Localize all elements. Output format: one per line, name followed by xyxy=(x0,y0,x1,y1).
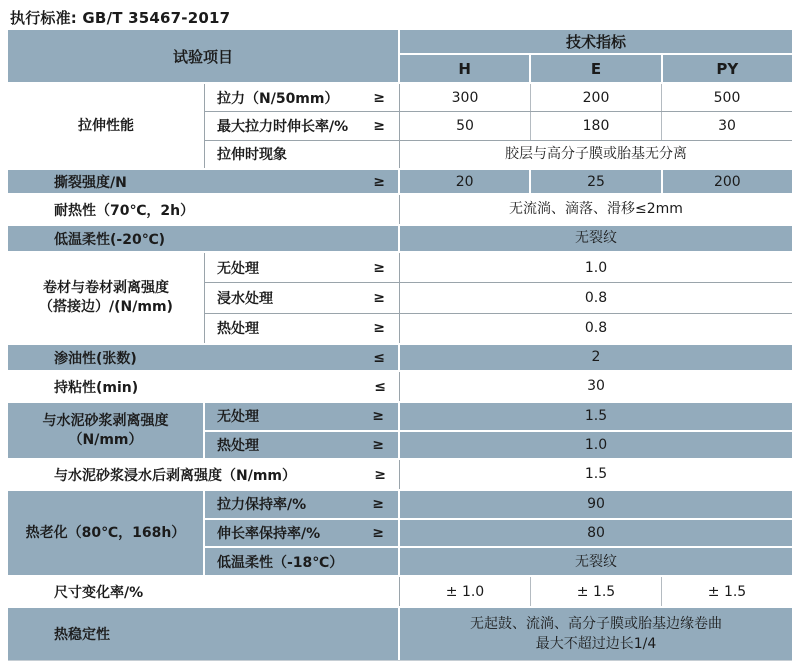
row-thermal-stability xyxy=(8,608,792,660)
row-cement-peel xyxy=(8,403,792,458)
heat-aging-subrow-low-temp xyxy=(205,546,398,575)
thermal-label: 热稳定性 xyxy=(54,627,110,643)
roll-peel-left xyxy=(8,253,400,343)
tear-values xyxy=(400,170,792,193)
gte-symbol: ≥ xyxy=(372,525,384,541)
tensile-elongation-name: 最大拉力时伸长率/% xyxy=(217,118,349,135)
cement-peel-label-line1: 与水泥砂浆剥离强度 xyxy=(42,412,169,429)
header-tech-index: 技术指标 xyxy=(400,30,792,55)
row-heat-resistance xyxy=(8,195,792,224)
heat-aging-subrow-elongation-retention xyxy=(205,518,398,547)
header-tech-index-group xyxy=(400,30,792,82)
low-temp-label-cell xyxy=(8,226,400,251)
gte-symbol: ≥ xyxy=(372,496,384,513)
value-span: 90 xyxy=(587,496,605,513)
roll-peel-label-line2: （搭接边）/(N/mm) xyxy=(39,299,173,315)
tack-values xyxy=(400,372,792,401)
cement-peel-subrow-untreated xyxy=(205,403,398,430)
heat-aging-subrows xyxy=(205,491,398,575)
value-span: 1.5 xyxy=(584,466,608,483)
oil-label: 渗油性(张数) xyxy=(54,350,137,367)
row-tensile xyxy=(8,84,792,168)
roll-peel-subrow-untreated xyxy=(205,253,399,282)
value-e: 180 xyxy=(530,112,661,139)
table-header xyxy=(8,30,792,82)
tensile-subrow-elongation xyxy=(205,111,399,139)
tensile-phenomenon-value-row xyxy=(400,140,792,168)
cement-peel-subrow-heated xyxy=(205,430,398,459)
header-test-item: 试验项目 xyxy=(8,30,400,82)
cement-peel-heated-name: 热处理 xyxy=(217,437,259,454)
value-span: 无裂纹 xyxy=(575,553,617,570)
cement-peel-wet-label-cell xyxy=(8,460,400,489)
row-low-temp-flexibility xyxy=(8,226,792,251)
tensile-subrow-force xyxy=(205,84,399,111)
row-tack-retention xyxy=(8,372,792,401)
tear-label: 撕裂强度/N xyxy=(54,174,127,191)
oil-values xyxy=(400,345,792,370)
roll-peel-label-line1: 卷材与卷材剥离强度 xyxy=(43,280,169,297)
cement-peel-subrows xyxy=(205,403,398,458)
cement-peel-untreated-name: 无处理 xyxy=(217,409,259,426)
tensile-elongation-values xyxy=(400,111,792,139)
tack-label: 持粘性(min) xyxy=(54,379,139,396)
value-span: 0.8 xyxy=(584,320,608,337)
value-py: 30 xyxy=(661,112,792,139)
roll-peel-immersed-name: 浸水处理 xyxy=(217,290,273,307)
row-roll-peel xyxy=(8,253,792,343)
oil-label-cell xyxy=(8,345,400,370)
tensile-left xyxy=(8,84,400,168)
lte-symbol: ≤ xyxy=(374,378,386,395)
cement-peel-values xyxy=(400,403,792,458)
value-e: 25 xyxy=(529,170,660,193)
heat-aging-force-retention-name: 拉力保持率/% xyxy=(217,497,307,514)
value-h: 300 xyxy=(451,89,479,106)
row-tear-strength xyxy=(8,170,792,193)
tack-label-cell xyxy=(8,372,400,401)
value-span: 1.0 xyxy=(584,436,608,453)
heat-aging-left xyxy=(8,491,400,575)
heat-aging-subrow-force-retention xyxy=(205,491,398,518)
thermal-value xyxy=(400,608,792,660)
cement-peel-wet-label: 与水泥砂浆浸水后剥离强度（N/mm） xyxy=(54,467,297,484)
cement-peel-label xyxy=(8,403,205,458)
heat-resistance-values xyxy=(400,195,792,224)
tensile-force-name: 拉力（N/50mm） xyxy=(217,90,339,107)
roll-peel-heated-name: 热处理 xyxy=(217,321,259,338)
gte-symbol: ≥ xyxy=(373,320,385,337)
value-py: 500 xyxy=(661,84,792,111)
value-h: ± 1.0 xyxy=(445,583,485,600)
tensile-subrows xyxy=(205,84,399,168)
low-temp-label: 低温柔性(-20℃) xyxy=(54,231,166,248)
value-h: 50 xyxy=(456,117,474,134)
row-dimension-change xyxy=(8,577,792,606)
tensile-phenomenon-name: 拉伸时现象 xyxy=(217,147,287,164)
value-py: ± 1.5 xyxy=(661,577,792,606)
dimension-label: 尺寸变化率/% xyxy=(54,584,144,601)
heat-aging-elongation-retention-name: 伸长率保持率/% xyxy=(217,526,321,542)
gte-symbol: ≥ xyxy=(372,436,384,453)
value-e: ± 1.5 xyxy=(530,577,661,606)
gte-symbol: ≥ xyxy=(372,408,384,425)
roll-peel-subrow-heated xyxy=(205,313,399,343)
thermal-values xyxy=(400,608,792,660)
value-span: 1.5 xyxy=(584,408,608,425)
value-span: 胶层与高分子膜或胎基无分离 xyxy=(505,146,687,163)
roll-peel-subrow-immersed xyxy=(205,282,399,312)
spec-table xyxy=(8,30,792,661)
heat-aging-label: 热老化（80℃，168h） xyxy=(8,491,205,575)
value-py: 200 xyxy=(661,170,792,193)
heat-aging-low-temp-name: 低温柔性（-18℃） xyxy=(217,554,344,571)
value-span: 0.8 xyxy=(584,289,608,306)
heat-resistance-label: 耐热性（70℃，2h） xyxy=(54,202,195,219)
cement-peel-label-line2: （N/mm） xyxy=(68,431,143,448)
gte-symbol: ≥ xyxy=(373,259,385,276)
tensile-values xyxy=(400,84,792,168)
row-cement-peel-wet xyxy=(8,460,792,489)
gte-symbol: ≥ xyxy=(373,289,385,306)
tear-value-row xyxy=(400,170,792,193)
row-heat-aging xyxy=(8,491,792,575)
cement-peel-wet-values xyxy=(400,460,792,489)
gte-symbol: ≥ xyxy=(373,173,385,190)
roll-peel-values xyxy=(400,253,792,343)
gte-symbol: ≥ xyxy=(373,89,385,106)
value-h: 20 xyxy=(455,173,474,190)
header-grade-h: H xyxy=(458,59,471,78)
heat-aging-values xyxy=(400,491,792,575)
header-grade-py: PY xyxy=(661,55,792,82)
dimension-values xyxy=(400,577,792,606)
value-span: 80 xyxy=(587,524,605,541)
header-grades xyxy=(400,55,792,82)
roll-peel-label xyxy=(8,253,205,343)
thermal-label-cell xyxy=(8,608,400,660)
value-span: 无流淌、滴落、滑移≤2mm xyxy=(509,201,683,218)
value-span: 无裂纹 xyxy=(575,230,617,247)
standard-label: 执行标准: GB/T 35467-2017 xyxy=(10,9,231,27)
roll-peel-subrows xyxy=(205,253,399,343)
gte-symbol: ≥ xyxy=(374,466,386,483)
roll-peel-untreated-name: 无处理 xyxy=(217,260,259,277)
value-span: 1.0 xyxy=(584,259,608,276)
thermal-value-line1: 无起鼓、流淌、高分子膜或胎基边缘卷曲 xyxy=(470,615,722,632)
value-span: 30 xyxy=(587,378,605,395)
dimension-label-cell xyxy=(8,577,400,606)
thermal-value-line2: 最大不超过边长1/4 xyxy=(535,636,657,652)
tensile-label: 拉伸性能 xyxy=(8,84,205,168)
header-grade-e: E xyxy=(529,55,660,82)
low-temp-values xyxy=(400,226,792,251)
row-oil-permeability xyxy=(8,345,792,370)
tensile-force-values xyxy=(400,84,792,111)
value-e: 200 xyxy=(530,84,661,111)
tensile-subrow-phenomenon xyxy=(205,140,399,168)
heat-resistance-label-cell xyxy=(8,195,400,224)
cement-peel-left xyxy=(8,403,400,458)
value-span: 2 xyxy=(591,349,601,366)
dimension-value-row xyxy=(400,577,792,606)
gte-symbol: ≥ xyxy=(373,117,385,134)
tear-label-cell xyxy=(8,170,400,193)
lte-symbol: ≤ xyxy=(373,349,385,366)
